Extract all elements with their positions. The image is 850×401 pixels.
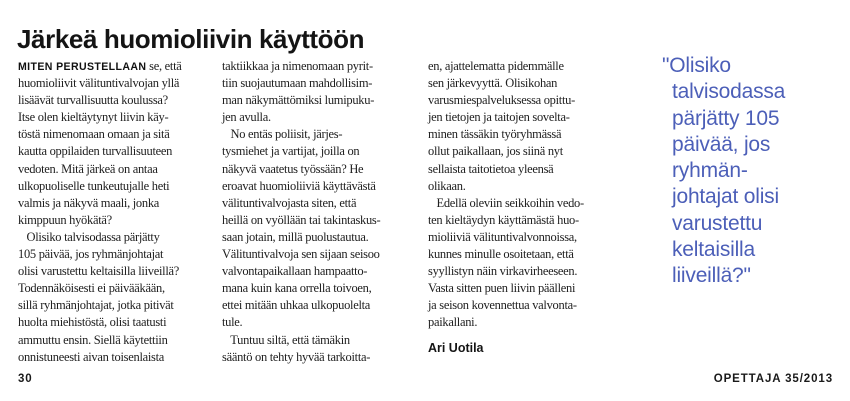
text-line: ten kieltäydyn käyttämästä huo- xyxy=(428,211,579,227)
page-number: 30 xyxy=(18,373,33,385)
text-line: huomioliivit välituntivalvojan yllä xyxy=(18,75,180,91)
text-line: olikaan. xyxy=(428,177,466,193)
text-line: minen tässäkin työryhmässä xyxy=(428,126,562,142)
text-line: talvisodassa xyxy=(672,80,786,104)
text-line: liiveillä?" xyxy=(672,264,751,288)
text-line: vedoten. Mitä järkeä on antaa xyxy=(18,160,158,176)
article-column-3 xyxy=(428,57,620,355)
text-line: huolta miehistöstä, olisi taatusti xyxy=(18,314,167,330)
text-line: kunnes minulle osoitetaan, että xyxy=(428,246,574,262)
text-line: varustettu xyxy=(672,211,763,235)
text-line: syyllistyn näin virkavirheeseen. xyxy=(428,263,578,279)
text-line: kimppuun hyökätä? xyxy=(18,211,112,227)
lead-line xyxy=(18,57,210,74)
text-line: Itse olen kieltäytynyt liivin käy- xyxy=(18,109,169,125)
text-line: pärjätty 105 xyxy=(672,106,780,130)
text-line: valmis ja näkyvä maali, jonka xyxy=(18,194,160,210)
text-line: Vasta sitten puen liivin päälleni xyxy=(428,280,576,296)
text-line: ryhmän- xyxy=(672,159,748,183)
text-line: tiin suojautumaan mahdollisim- xyxy=(222,75,373,91)
text-line: No entäs poliisit, järjes- xyxy=(222,126,343,142)
lead-line-rest: se, että xyxy=(146,58,182,73)
text-line: varusmiespalveluksessa opittu- xyxy=(428,92,575,108)
issue-label: OPETTAJA 35/2013 xyxy=(713,373,833,385)
text-line: näkyvä vaatetus työssään? He xyxy=(222,160,364,176)
text-line: saan jotain, millä puolustautua. xyxy=(222,228,369,244)
lead-in-text: MITEN PERUSTELLAAN xyxy=(18,61,147,73)
text-line: Tuntuu siltä, että tämäkin xyxy=(222,331,350,347)
text-line: "Olisiko xyxy=(662,54,731,77)
column-3-lines xyxy=(428,57,620,331)
text-line: mioliiviä välituntivalvonnoissa, xyxy=(428,228,577,244)
text-line: Edellä oleviin seikkoihin vedo- xyxy=(428,194,584,210)
text-line: päivää, jos xyxy=(672,132,771,156)
article-column-2 xyxy=(222,57,414,365)
text-line: man näkymättömiksi lumipuku- xyxy=(222,92,375,108)
text-line: jen tietojen ja taitojen sovelta- xyxy=(428,109,570,125)
text-line: kautta oppilaiden turvallisuuteen xyxy=(18,143,173,159)
text-line: ulkopuoliselle tunkeutujalle heti xyxy=(18,177,170,193)
text-line: ja seison kovennettua valvonta- xyxy=(428,297,577,313)
text-line: välituntivalvojasta siten, että xyxy=(222,194,357,210)
author-byline: Ari Uotila xyxy=(428,339,484,355)
text-line: töstä nimenomaan omaan ja sitä xyxy=(18,126,170,142)
text-line: lisäävät turvallisuutta koulussa? xyxy=(18,92,168,108)
text-line: Välituntivalvoja sen sijaan seisoo xyxy=(222,246,380,262)
text-line: 105 päivää, jos ryhmänjohtajat xyxy=(18,246,164,262)
text-line: sellaista taitotietoa yleensä xyxy=(428,160,554,176)
text-line: sääntö on tehty hyvää tarkoitta- xyxy=(222,348,371,364)
column-2-lines xyxy=(222,57,414,365)
text-line: tule. xyxy=(222,314,243,330)
text-line: sillä ryhmänjohtajat, jotka pitivät xyxy=(18,297,174,313)
text-line: valvontapaikallaan hampaatto- xyxy=(222,263,368,279)
text-line: onnistuneesti aivan toisenlaista xyxy=(18,348,165,364)
text-line: eroavat huomioliiviä käyttävästä xyxy=(222,177,376,193)
text-line: Olisiko talvisodassa pärjätty xyxy=(18,228,160,244)
text-line: tysmiehet ja vartijat, joilla on xyxy=(222,143,360,159)
pull-quote xyxy=(662,53,832,290)
text-line: mana kuin kana orrella toivoen, xyxy=(222,280,372,296)
article-title: Järkeä huomioliivin käyttöön xyxy=(17,24,365,55)
text-line: taktiikkaa ja nimenomaan pyrit- xyxy=(222,58,373,73)
text-line: sen järkevyyttä. Olisikohan xyxy=(428,75,558,91)
text-line: jen avulla. xyxy=(222,109,271,125)
text-line: paikallani. xyxy=(428,314,478,330)
column-1-lines xyxy=(18,74,210,365)
text-line: heillä on vyöllään tai takintaskus- xyxy=(222,211,381,227)
text-line: ollut paikallaan, jos siinä nyt xyxy=(428,143,563,159)
text-line: johtajat olisi xyxy=(672,185,779,209)
text-line: ettei mitään uhkaa ulkopuolelta xyxy=(222,297,371,313)
text-line: Todennäköisesti ei päivääkään, xyxy=(18,280,165,296)
text-line: olisi varustettu keltaisilla liiveillä? xyxy=(18,263,180,279)
article-column-1 xyxy=(18,57,210,365)
text-line: keltaisilla xyxy=(672,238,755,262)
text-line: en, ajattelematta pidemmälle xyxy=(428,58,564,73)
text-line: ammuttu ensin. Siellä käytettiin xyxy=(18,331,168,347)
